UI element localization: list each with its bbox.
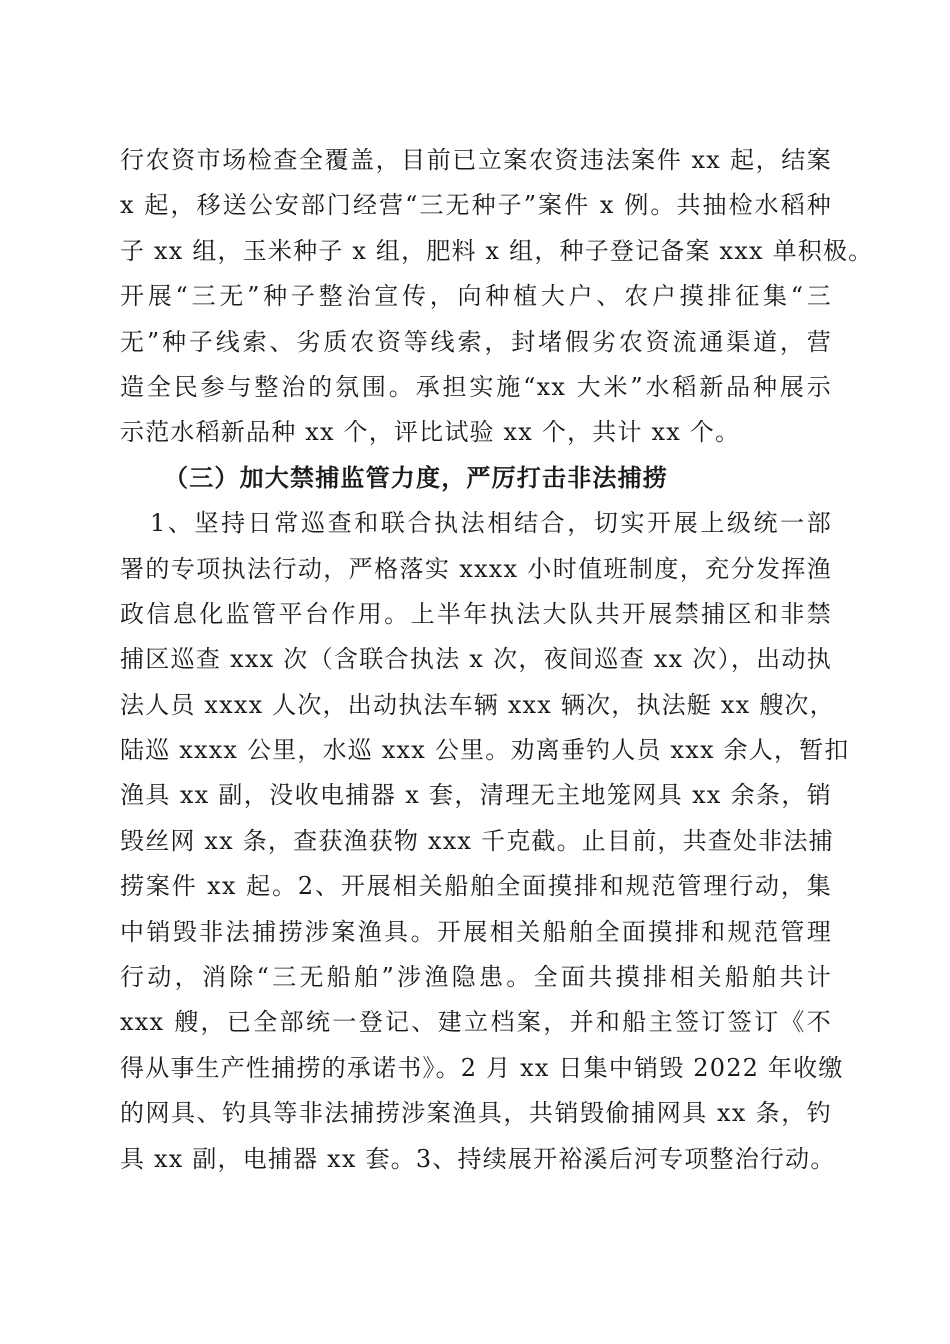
paragraph-line: 行农资市场检查全覆盖，目前已立案农资违法案件 xx 起，结案 — [120, 146, 832, 174]
paragraph-line: 捕区巡查 xxx 次（含联合执法 x 次，夜间巡查 xx 次），出动执 — [120, 645, 832, 674]
paragraph-line: 1、坚持日常巡查和联合执法相结合，切实开展上级统一部 — [150, 509, 832, 538]
paragraph-line: 开展“三无”种子整治宣传，向种植大户、农户摸排征集“三 — [120, 282, 832, 311]
paragraph-line: 渔具 xx 副，没收电捕器 x 套，清理无主地笼网具 xx 余条，销 — [120, 781, 832, 810]
paragraph-line: x 起，移送公安部门经营“三无种子”案件 x 例。共抽检水稻种 — [120, 191, 832, 220]
paragraph-line: 的网具、钓具等非法捕捞涉案渔具，共销毁偷捕网具 xx 条，钓 — [120, 1099, 832, 1128]
paragraph-line: 法人员 xxxx 人次，出动执法车辆 xxx 辆次，执法艇 xx 艘次， — [120, 690, 835, 719]
paragraph-line: 政信息化监管平台作用。上半年执法大队共开展禁捕区和非禁 — [120, 599, 832, 628]
paragraph-line: 得从事生产性捕捞的承诺书》。2 月 xx 日集中销毁 2022 年收缴 — [120, 1053, 844, 1082]
paragraph-line: xxx 艘，已全部统一登记、建立档案，并和船主签订签订《不 — [120, 1008, 832, 1037]
section-heading: （三）加大禁捕监管力度，严厉打击非法捕捞 — [164, 463, 668, 492]
paragraph-line: 毁丝网 xx 条，查获渔获物 xxx 千克截。止目前，共查处非法捕 — [120, 826, 834, 855]
paragraph-line: 行动，消除“三无船舶”涉渔隐患。全面共摸排相关船舶共计 — [120, 963, 832, 992]
paragraph-line: 子 xx 组，玉米种子 x 组，肥料 x 组，种子登记备案 xxx 单积极。 — [120, 236, 874, 265]
paragraph-line: 示范水稻新品种 xx 个，评比试验 xx 个，共计 xx 个。 — [120, 418, 741, 447]
paragraph-line: 造全民参与整治的氛围。承担实施“xx 大米”水稻新品种展示 — [120, 372, 832, 401]
paragraph-line: 捞案件 xx 起。2、开展相关船舶全面摸排和规范管理行动，集 — [120, 872, 832, 901]
paragraph-line: 陆巡 xxxx 公里，水巡 xxx 公里。劝离垂钓人员 xxx 余人，暂扣 — [120, 736, 850, 765]
paragraph-line: 无”种子线索、劣质农资等线索，封堵假劣农资流通渠道，营 — [120, 327, 832, 356]
body-text — [120, 138, 874, 1182]
paragraph-line: 具 xx 副，电捕器 xx 套。3、持续展开裕溪后河专项整治行动。 — [120, 1144, 836, 1173]
paragraph-line: 署的专项执法行动，严格落实 xxxx 小时值班制度，充分发挥渔 — [120, 554, 832, 583]
paragraph-line: 中销毁非法捕捞涉案渔具。开展相关船舶全面摸排和规范管理 — [120, 917, 832, 946]
